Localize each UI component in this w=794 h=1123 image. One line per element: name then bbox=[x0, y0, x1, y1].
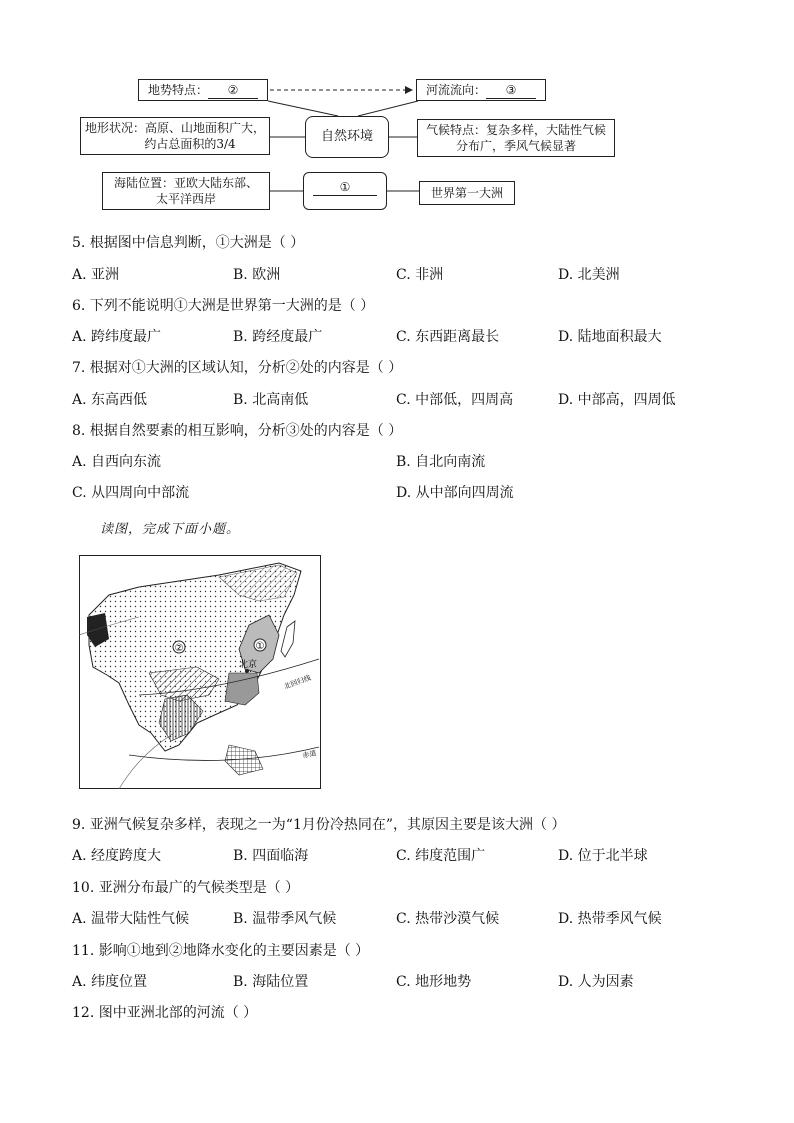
center-label: 自然环境 bbox=[320, 129, 373, 144]
map-label-2: ② bbox=[174, 643, 184, 654]
q11-option-c[interactable]: C. 地形地势 bbox=[396, 974, 472, 990]
position-line1: 海陆位置：亚欧大陆东部、 bbox=[113, 176, 258, 190]
river-label: 河流流向： bbox=[425, 83, 486, 97]
climate-line1: 气候特点：复杂多样，大陆性气候 bbox=[425, 123, 606, 137]
q5-option-d[interactable]: D. 北美洲 bbox=[558, 267, 620, 283]
q10-option-b[interactable]: B. 温带季风气候 bbox=[233, 911, 337, 927]
q7-option-c[interactable]: C. 中部低，四周高 bbox=[396, 392, 514, 408]
q10-option-a[interactable]: A. 温带大陆性气候 bbox=[72, 911, 190, 927]
q6-option-d[interactable]: D. 陆地面积最大 bbox=[558, 329, 662, 345]
q11-option-b[interactable]: B. 海陆位置 bbox=[233, 974, 309, 990]
q8-option-c[interactable]: C. 从四周向中部流 bbox=[72, 485, 190, 501]
q6-option-b[interactable]: B. 跨经度最广 bbox=[233, 329, 323, 345]
question-11: 11. 影响①地到②地降水变化的主要因素是（ ） bbox=[72, 943, 370, 959]
climate-line2: 分布广，季风气候显著 bbox=[455, 139, 576, 153]
q7-option-b[interactable]: B. 北高南低 bbox=[233, 392, 309, 408]
question-10: 10. 亚洲分布最广的气候类型是（ ） bbox=[72, 880, 300, 896]
q5-option-b[interactable]: B. 欧洲 bbox=[233, 267, 281, 283]
question-8: 8. 根据自然要素的相互影响，分析③处的内容是（ ） bbox=[72, 423, 403, 439]
map-label-beijing: 北京 bbox=[239, 660, 258, 670]
q8-option-d[interactable]: D. 从中部向四周流 bbox=[396, 485, 514, 501]
q11-option-a[interactable]: A. 纬度位置 bbox=[72, 974, 148, 990]
landform-line2: 约占总面积的3/4 bbox=[144, 137, 236, 151]
q9-option-b[interactable]: B. 四面临海 bbox=[233, 848, 309, 864]
map-label-equator: 赤道 bbox=[301, 749, 318, 760]
terrain-label: 地势特点： bbox=[147, 83, 208, 97]
landform-line1: 地形状况：高原、山地面积广大， bbox=[84, 121, 265, 135]
largest-label: 世界第一大洲 bbox=[430, 186, 503, 200]
question-6: 6. 下列不能说明①大洲是世界第一大洲的是（ ） bbox=[72, 298, 375, 314]
q5-option-c[interactable]: C. 非洲 bbox=[396, 267, 444, 283]
position-line2: 太平洋西岸 bbox=[155, 192, 216, 206]
q8-option-a[interactable]: A. 自西向东流 bbox=[72, 454, 162, 470]
question-7: 7. 根据对①大洲的区域认知，分析②处的内容是（ ） bbox=[72, 360, 403, 376]
q7-option-d[interactable]: D. 中部高，四周低 bbox=[558, 392, 676, 408]
asia-climate-map bbox=[79, 555, 321, 789]
question-9: 9. 亚洲气候复杂多样，表现之一为“1月份冷热同在”，其原因主要是该大洲（ ） bbox=[72, 817, 566, 833]
river-blank: ③ bbox=[486, 82, 536, 99]
q10-option-d[interactable]: D. 热带季风气候 bbox=[558, 911, 662, 927]
q6-option-a[interactable]: A. 跨纬度最广 bbox=[72, 329, 162, 345]
q6-option-c[interactable]: C. 东西距离最长 bbox=[396, 329, 500, 345]
q9-option-c[interactable]: C. 纬度范围广 bbox=[396, 848, 486, 864]
q7-option-a[interactable]: A. 东高西低 bbox=[72, 392, 148, 408]
q10-option-c[interactable]: C. 热带沙漠气候 bbox=[396, 911, 500, 927]
map-label-1: ① bbox=[255, 641, 265, 652]
question-5: 5. 根据图中信息判断，①大洲是（ ） bbox=[72, 235, 305, 251]
terrain-blank: ② bbox=[208, 82, 258, 99]
q9-option-d[interactable]: D. 位于北半球 bbox=[558, 848, 648, 864]
q9-option-a[interactable]: A. 经度跨度大 bbox=[72, 848, 162, 864]
map-label-tropic: 北回归线 bbox=[282, 673, 312, 691]
continent-blank: ① bbox=[313, 179, 377, 196]
question-12: 12. 图中亚洲北部的河流（ ） bbox=[72, 1005, 258, 1021]
instruction-text: 读图，完成下面小题。 bbox=[100, 522, 241, 537]
q8-option-b[interactable]: B. 自北向南流 bbox=[396, 454, 486, 470]
diagram-connectors bbox=[0, 0, 794, 230]
q5-option-a[interactable]: A. 亚洲 bbox=[72, 267, 120, 283]
q11-option-d[interactable]: D. 人为因素 bbox=[558, 974, 634, 990]
